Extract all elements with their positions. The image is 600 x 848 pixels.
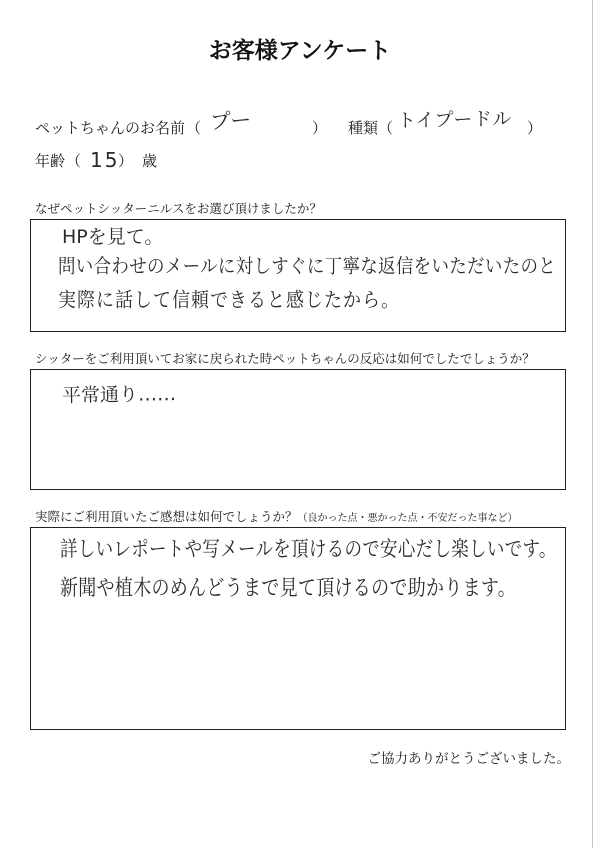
pet-name-label: ペットちゃんのお名前 bbox=[35, 119, 186, 137]
age-label: 年齢 bbox=[35, 152, 66, 170]
question-2-label: シッターをご利用頂いてお家に戻られた時ペットちゃんの反応は如何でしたでしょうか？ bbox=[35, 351, 535, 366]
pet-name-close-paren: ） bbox=[312, 119, 328, 137]
answer-3-line-1: 詳しいレポートや写メールを頂けるので安心だし楽しいです。 bbox=[60, 537, 557, 562]
page-title: お客様アンケート bbox=[208, 38, 392, 64]
age-close-paren: ） bbox=[118, 152, 134, 170]
pet-name-open-paren: （ bbox=[186, 119, 202, 137]
question-3-label bbox=[35, 511, 518, 524]
age-unit: 歳 bbox=[142, 152, 158, 170]
answer-1-line-3: 実際に話して信頼できると感じたから。 bbox=[58, 288, 400, 313]
answer-1-line-2: 問い合わせのメールに対しすぐに丁寧な返信をいただいたのと bbox=[58, 255, 557, 279]
breed-close-paren: ） bbox=[527, 119, 543, 137]
question-1-label: なぜペットシッターニルスをお選び頂けましたか？ bbox=[35, 201, 322, 216]
question-3-text: 実際にご利用頂いたご感想は如何でしょうか？ bbox=[35, 509, 298, 524]
answer-1-line-1: HPを見て。 bbox=[62, 226, 164, 248]
breed-handwritten: トイプードル bbox=[396, 107, 513, 132]
age-handwritten: 15 bbox=[90, 148, 120, 172]
pet-name-handwritten: プー bbox=[209, 107, 252, 134]
answer-3-line-2: 新聞や植木のめんどうまで見て頂けるので助かります。 bbox=[60, 575, 517, 601]
question-3-note: （良かった点・悪かった点・不安だった事など） bbox=[297, 513, 518, 524]
thank-you-footer: ご協力ありがとうございました。 bbox=[367, 751, 570, 767]
breed-open-paren: （ bbox=[378, 119, 394, 137]
scan-edge-line bbox=[592, 0, 593, 848]
age-open-paren: （ bbox=[66, 152, 82, 170]
breed-label: 種類 bbox=[348, 119, 379, 137]
answer-2-line-1: 平常通り…… bbox=[61, 383, 177, 407]
